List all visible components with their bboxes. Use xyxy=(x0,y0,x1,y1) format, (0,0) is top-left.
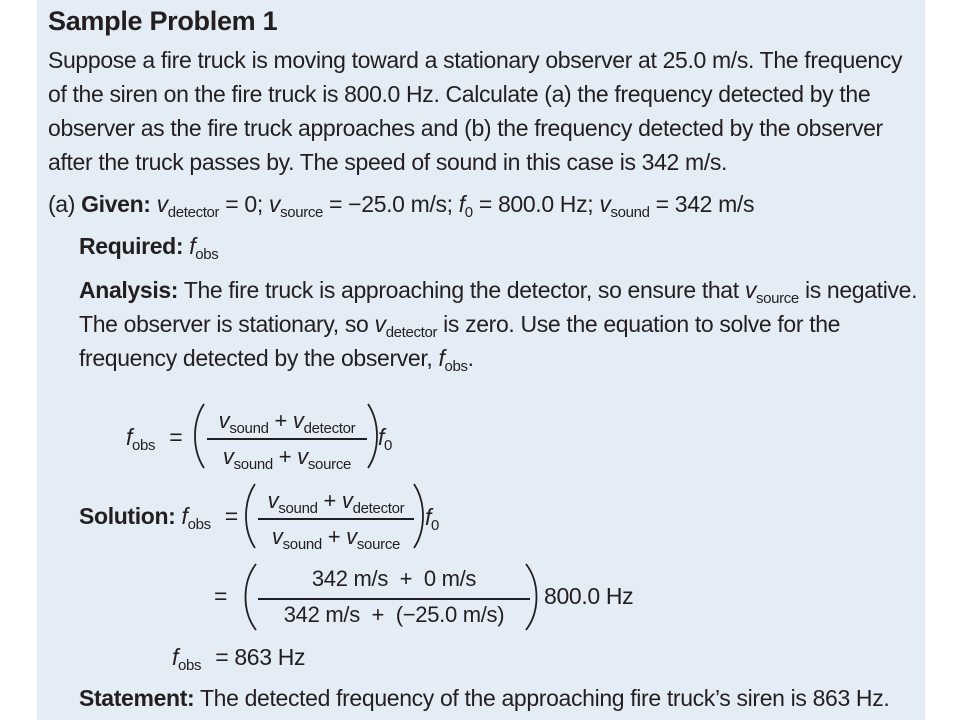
solution-label: Solution: xyxy=(79,503,176,529)
equation-general-lhs: $f_{obs}$ = xyxy=(126,424,183,454)
problem-line: Suppose a fire truck is moving toward a stationary observer at 25.0 m/s. The frequency xyxy=(48,47,903,73)
required-label: Required: xyxy=(79,233,184,259)
numeric-numerator: 342 m/s + 0 m/s xyxy=(311,566,477,591)
problem-statement xyxy=(48,43,902,179)
given-v-sound: = 342 m/s xyxy=(655,191,755,217)
problem-line: of the siren on the fire truck is 800.0 Hz. Calculate (a) the frequency detected by the xyxy=(48,81,871,107)
statement-label: Statement: xyxy=(79,685,195,711)
left-paren xyxy=(243,482,257,550)
analysis-label: Analysis: xyxy=(79,277,179,303)
given-v-detector: = 0; xyxy=(225,191,263,217)
numeric-multiplier: 800.0 Hz xyxy=(544,583,634,609)
fraction-solution: $v_{sound} + v_{detector}$ $v_{sound} + v_{source}$ xyxy=(258,482,414,550)
analysis-block: Analysis: The fire truck is approaching the detector, so ensure that $v_{source}$ is negative. The observer is stationary, so $v_{detector}$ is zero. Use the equation to solve for the frequency detected by the observer, $f_{obs}$. xyxy=(79,277,918,375)
given-v-source: = −25.0 m/s; xyxy=(329,191,453,217)
right-paren xyxy=(412,482,426,550)
part-marker: (a) xyxy=(48,191,76,217)
fraction-numeric xyxy=(258,562,530,632)
solution-lhs: Solution: $f_{obs}$ = xyxy=(79,503,238,533)
statement-text: The detected frequency of the approaching fire truck’s siren is 863 Hz. xyxy=(199,685,890,711)
problem-line: after the truck passes by. The speed of sound in this case is 342 m/s. xyxy=(48,149,728,175)
problem-line: observer as the fire truck approaches and (b) the frequency detected by the observer xyxy=(48,115,883,141)
result-value: = 863 Hz xyxy=(215,644,306,670)
right-paren xyxy=(524,562,540,632)
given-f0: = 800.0 Hz; xyxy=(478,191,594,217)
result-line: $f_{obs} = 863$ Hz xyxy=(172,644,306,674)
numeric-equals: = xyxy=(214,583,228,609)
left-paren xyxy=(192,402,206,470)
left-paren xyxy=(242,562,258,632)
numeric-denominator: 342 m/s + (−25.0 m/s) xyxy=(283,602,505,627)
fraction-general: $v_{sound} + v_{detector}$ $v_{sound} + v_{source}$ xyxy=(207,402,367,470)
required-line: Required: $f_{obs}$ xyxy=(79,233,219,263)
page-title: Sample Problem 1 xyxy=(48,6,278,36)
given-line: (a) Given: $v_{detector} = 0$; $v_{source} = -25.0$ m/s; $f_0 = 800.0$ Hz; $v_{sound} = 342$ m/s xyxy=(48,191,755,221)
given-label: Given: xyxy=(81,191,151,217)
statement-line xyxy=(79,685,889,712)
